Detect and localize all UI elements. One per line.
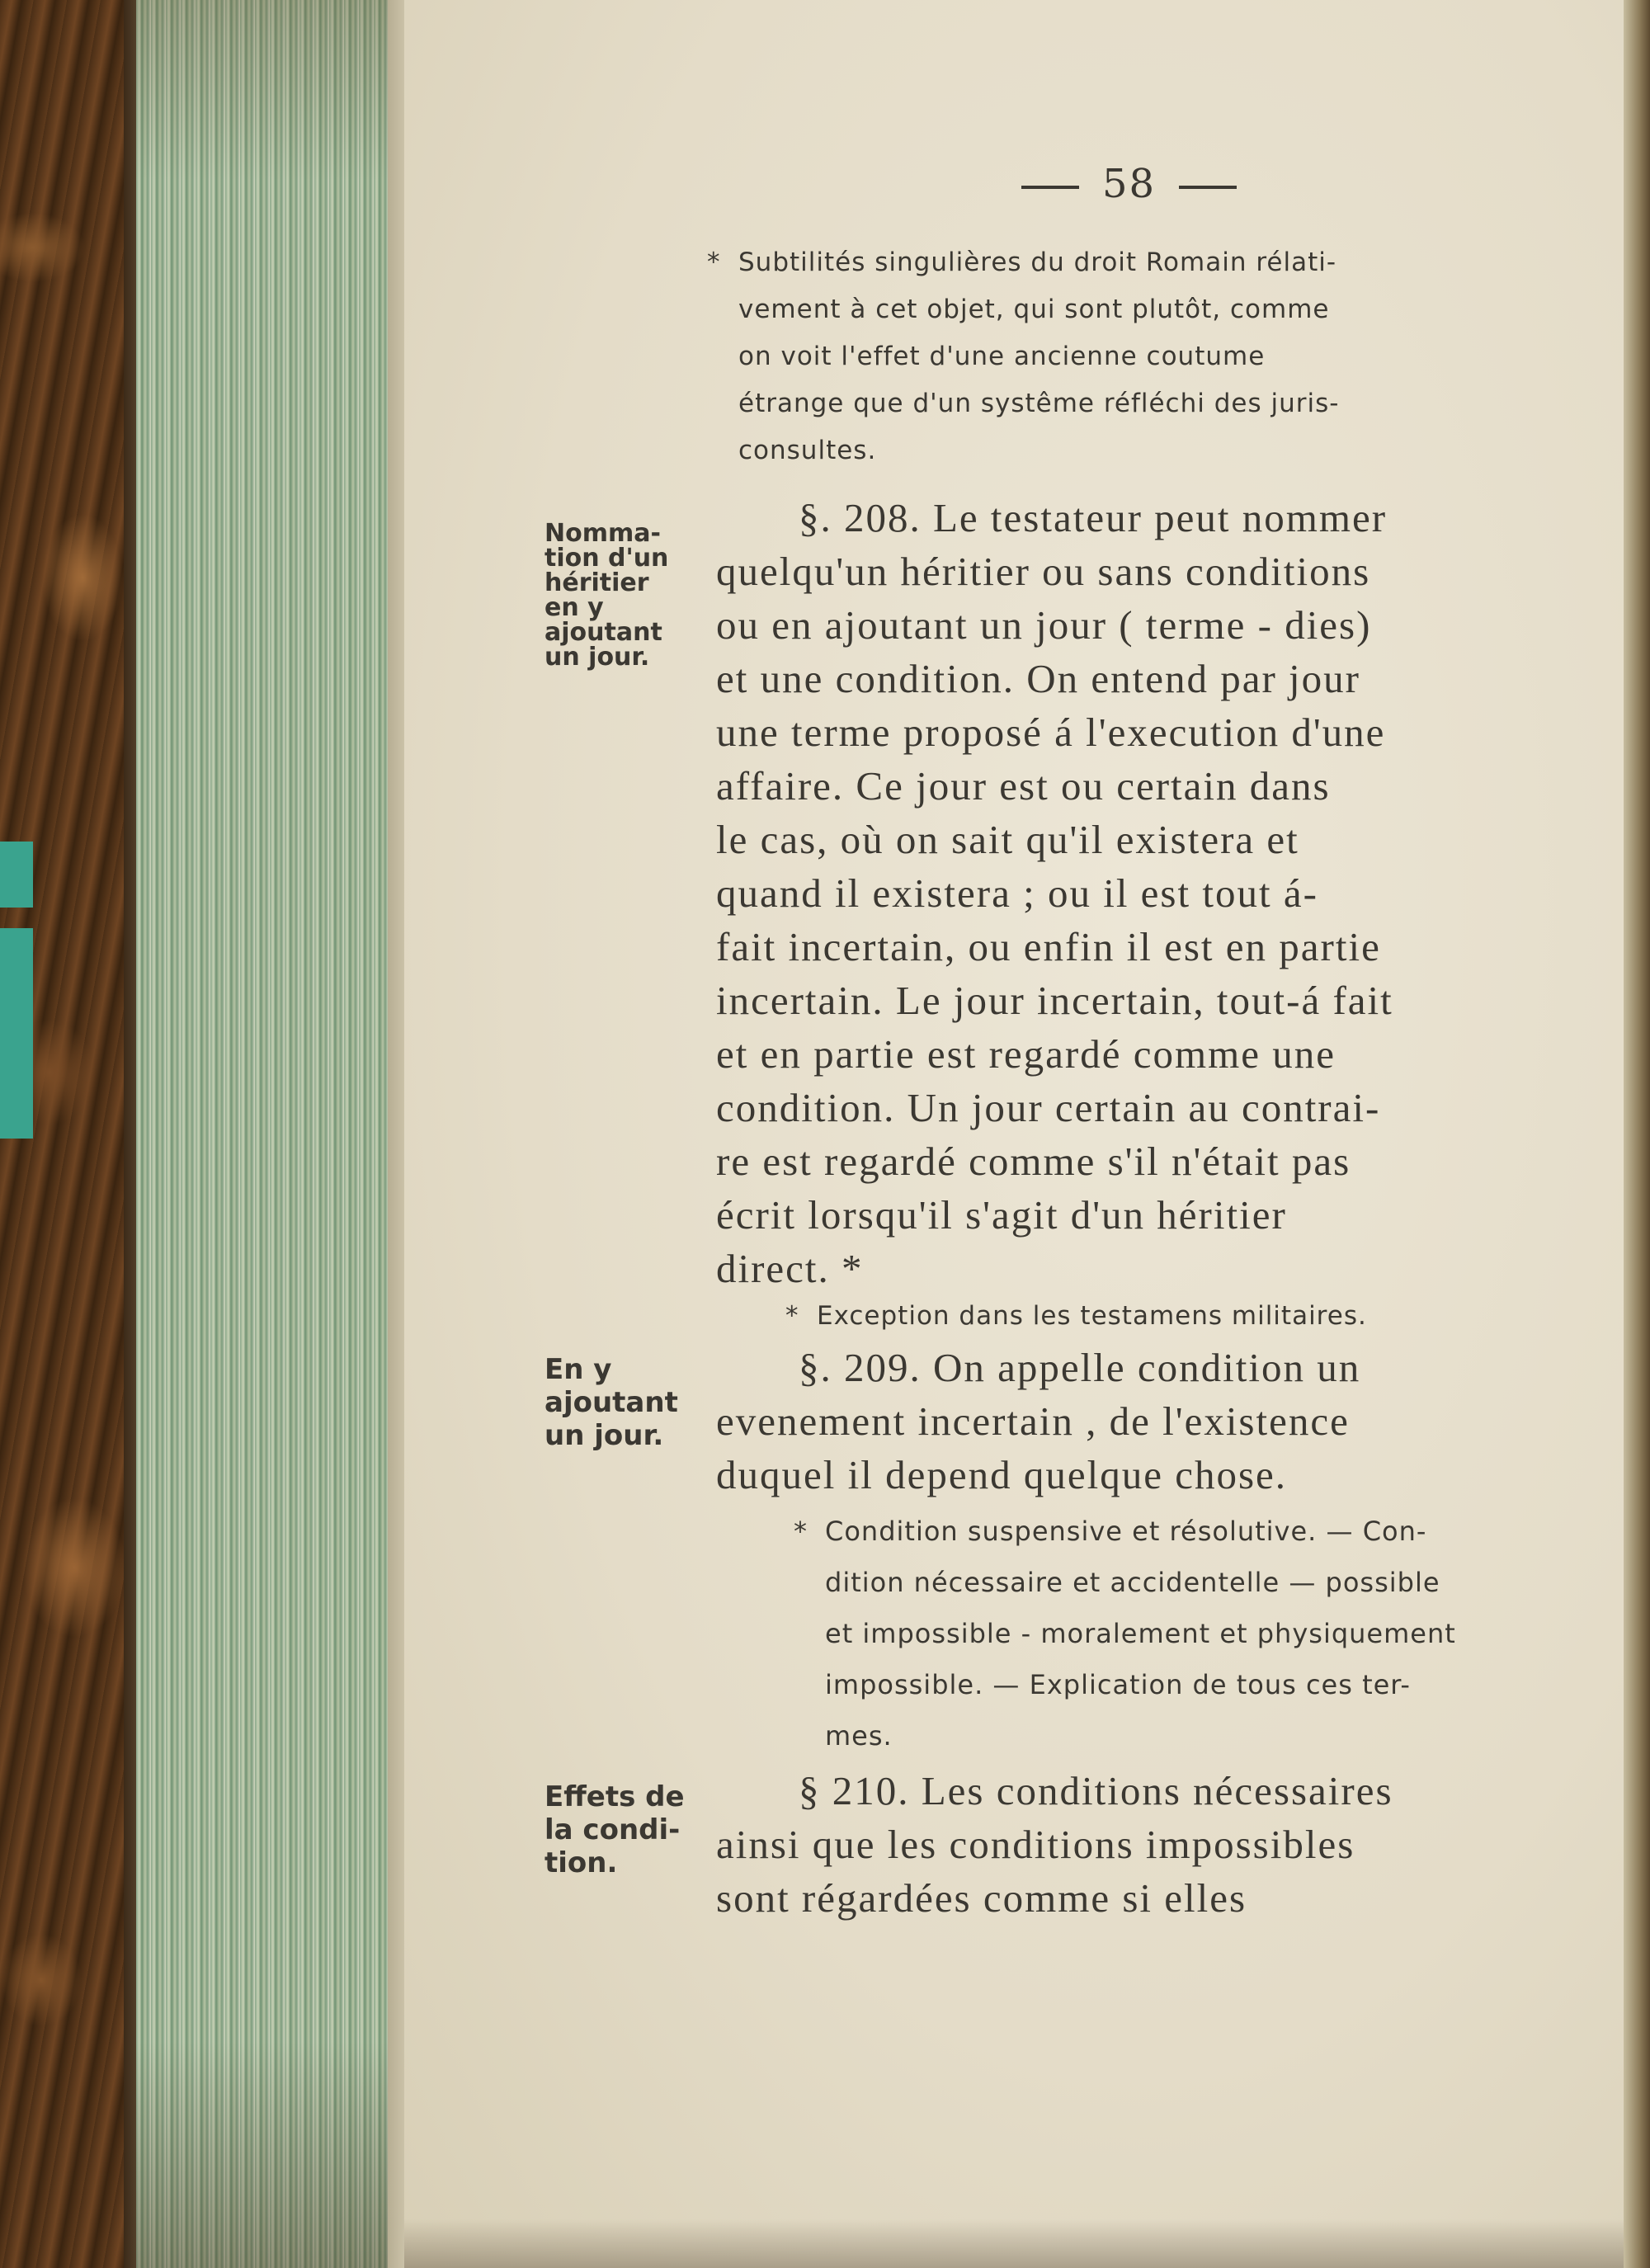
footnote-line: consultes.	[738, 436, 877, 465]
footnote-line: étrange que d'un systême réfléchi des juris-	[738, 389, 1340, 418]
body-line: direct. *	[716, 1246, 864, 1291]
footnote-marker: *	[785, 1301, 799, 1331]
body-line: condition. Un jour certain au contrai-	[716, 1085, 1381, 1130]
margin-line: héritier	[544, 568, 649, 597]
body-line: evenement incertain , de l'existence	[716, 1398, 1350, 1444]
body-line: §. 208. Le testateur peut nommer	[799, 495, 1388, 540]
body-line: §. 209. On appelle condition un	[799, 1345, 1361, 1390]
margin-line: Nomma-	[544, 519, 661, 548]
margin-note-208	[544, 521, 718, 670]
folio-dash-right	[1179, 186, 1237, 189]
footnote-line: vement à cet objet, qui sont plutôt, comme	[738, 295, 1330, 324]
page-bottom-shadow	[404, 2219, 1624, 2268]
body-line: et en partie est regardé comme une	[716, 1031, 1336, 1077]
body-line: le cas, où on sait qu'il existera et	[716, 817, 1299, 862]
margin-line: ajoutant	[544, 1386, 678, 1419]
page-edges	[136, 0, 400, 2268]
footnote-line: Subtilités singulières du droit Romain rélati-	[738, 248, 1337, 277]
body-line: quand il existera ; ou il est tout á-	[716, 870, 1318, 916]
body-line: duquel il depend quelque chose.	[716, 1452, 1288, 1497]
footnote-line: dition nécessaire et accidentelle — possible	[825, 1567, 1440, 1598]
body-line: re est regardé comme s'il n'était pas	[716, 1139, 1351, 1184]
teal-bookmark-top	[0, 842, 33, 908]
body-line: ou en ajoutant un jour ( terme - dies)	[716, 602, 1372, 648]
margin-line: un jour.	[544, 1419, 664, 1452]
footnote-line: mes.	[825, 1720, 893, 1752]
footnote-2	[785, 1293, 1559, 1340]
margin-note-209	[544, 1353, 718, 1452]
margin-note-210	[544, 1780, 718, 1879]
margin-line: un jour.	[544, 643, 650, 672]
footnote-1	[707, 239, 1572, 474]
body-line: et une condition. On entend par jour	[716, 656, 1360, 701]
footnote-line: on voit l'effet d'une ancienne coutume	[738, 342, 1266, 371]
body-line: quelqu'un héritier ou sans conditions	[716, 549, 1371, 594]
body-line: une terme proposé á l'execution d'une	[716, 710, 1386, 755]
footnote-3	[794, 1506, 1568, 1761]
section-209	[716, 1341, 1566, 1502]
margin-line: En y	[544, 1353, 612, 1386]
teal-bookmark-bottom	[0, 928, 33, 1139]
section-208	[716, 491, 1566, 1295]
body-line: affaire. Ce jour est ou certain dans	[716, 763, 1331, 809]
margin-line: tion d'un	[544, 544, 669, 573]
margin-line: la condi-	[544, 1813, 681, 1846]
footnote-line: Condition suspensive et résolutive. — Con-	[825, 1516, 1427, 1547]
footnote-marker: *	[794, 1516, 808, 1547]
body-line: § 210. Les conditions nécessaires	[799, 1768, 1393, 1813]
folio-dash-left	[1021, 186, 1079, 189]
page-number: 58	[998, 161, 1260, 207]
footnote-line: impossible. — Explication de tous ces ter-	[825, 1669, 1411, 1700]
margin-line: tion.	[544, 1846, 618, 1879]
margin-line: en y	[544, 593, 604, 622]
section-210	[716, 1764, 1566, 1925]
margin-line: Effets de	[544, 1780, 685, 1813]
footnote-line: Exception dans les testamens militaires.	[817, 1301, 1367, 1331]
body-line: écrit lorsqu'il s'agit d'un héritier	[716, 1192, 1287, 1238]
body-line: incertain. Le jour incertain, tout-á fait	[716, 978, 1393, 1023]
footnote-marker: *	[707, 248, 721, 277]
body-line: ainsi que les conditions impossibles	[716, 1822, 1355, 1867]
footnote-line: et impossible - moralement et physiquement	[825, 1618, 1456, 1649]
right-page-edge	[1624, 0, 1650, 2268]
body-line: fait incertain, ou enfin il est en partie	[716, 924, 1381, 969]
body-line: sont régardées comme si elles	[716, 1875, 1247, 1921]
margin-line: ajoutant	[544, 618, 662, 647]
